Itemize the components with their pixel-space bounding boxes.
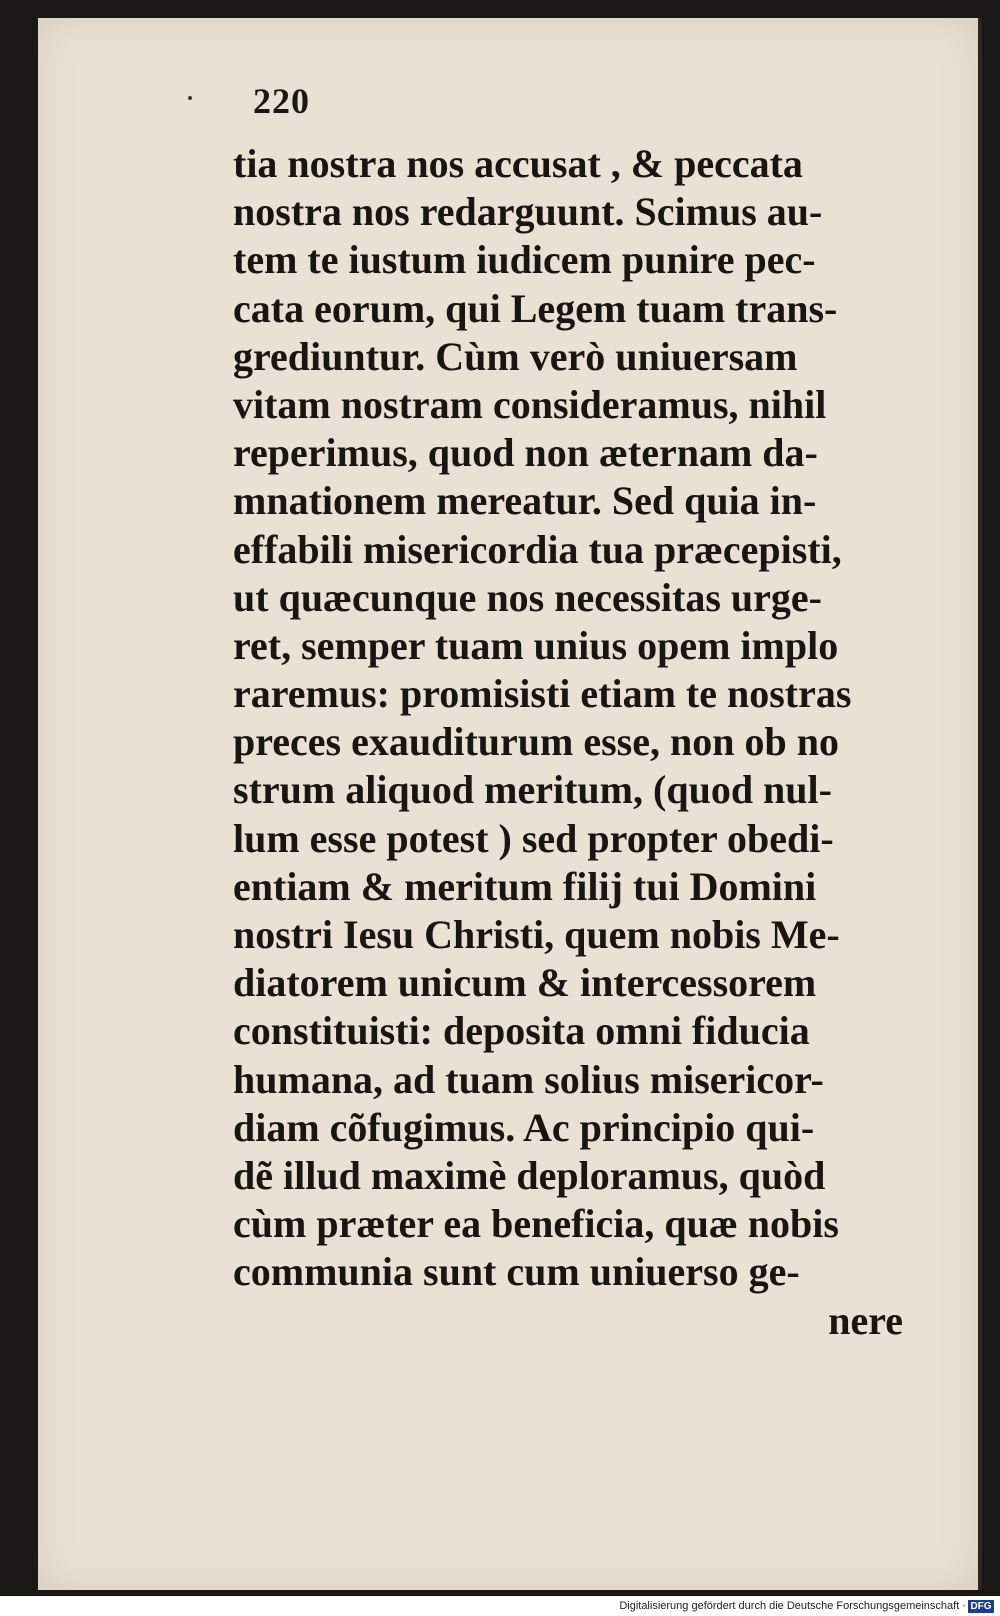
text-line: strum aliquod meritum, (quod nul- bbox=[233, 767, 832, 813]
text-line: mnationem mereatur. Sed quia in- bbox=[233, 478, 817, 524]
text-line: effabili misericordia tua præcepisti, bbox=[233, 526, 842, 572]
text-line: ret, semper tuam unius opem implo bbox=[233, 622, 839, 668]
ink-speck bbox=[188, 96, 192, 100]
text-line: nostri Iesu Christi, quem nobis Me- bbox=[233, 912, 840, 957]
text-line: cùm præter ea beneficia, quæ nobis bbox=[233, 1201, 839, 1247]
text-line: preces exauditurum esse, non ob no bbox=[233, 719, 839, 765]
text-line: entiam & meritum filij tui Domini bbox=[233, 863, 817, 909]
text-line: raremus: promisisti etiam te nostras bbox=[233, 671, 852, 717]
text-line: vitam nostram consideramus, nihil bbox=[233, 381, 827, 427]
text-line: ut quæcunque nos necessitas urge- bbox=[233, 574, 822, 620]
text-line: tem te iustum iudicem punire pec- bbox=[233, 237, 816, 283]
text-line: diam cõfugimus. Ac principio qui- bbox=[233, 1104, 815, 1150]
text-line: grediuntur. Cùm verò uniuersam bbox=[233, 333, 798, 379]
text-line: lum esse potest ) sed propter obedi- bbox=[233, 815, 834, 861]
book-page bbox=[38, 18, 982, 1590]
body-text bbox=[233, 140, 933, 1345]
dfg-logo: DFG bbox=[968, 1600, 994, 1613]
text-line: diatorem unicum & intercessorem bbox=[233, 960, 817, 1006]
text-line: reperimus, quod non æternam da- bbox=[233, 430, 818, 476]
page-number: 220 bbox=[253, 81, 310, 121]
text-line: dẽ illud maximè deploramus, quòd bbox=[233, 1152, 826, 1198]
text-line: constituisti: deposita omni fiducia bbox=[233, 1008, 810, 1054]
text-line: tia nostra nos accusat , & peccata bbox=[233, 141, 803, 186]
text-line: communia sunt cum uniuerso ge- bbox=[233, 1249, 800, 1295]
text-line: humana, ad tuam solius misericor- bbox=[233, 1056, 824, 1102]
text-line: nostra nos redarguunt. Scimus au- bbox=[233, 189, 823, 235]
text-line: cata eorum, qui Legem tuam trans- bbox=[233, 285, 838, 331]
funding-credit: Digitalisierung gefördert durch die Deutsche Forschungsgemeinschaft · bbox=[619, 1600, 966, 1612]
catchword: nere bbox=[828, 1297, 903, 1343]
